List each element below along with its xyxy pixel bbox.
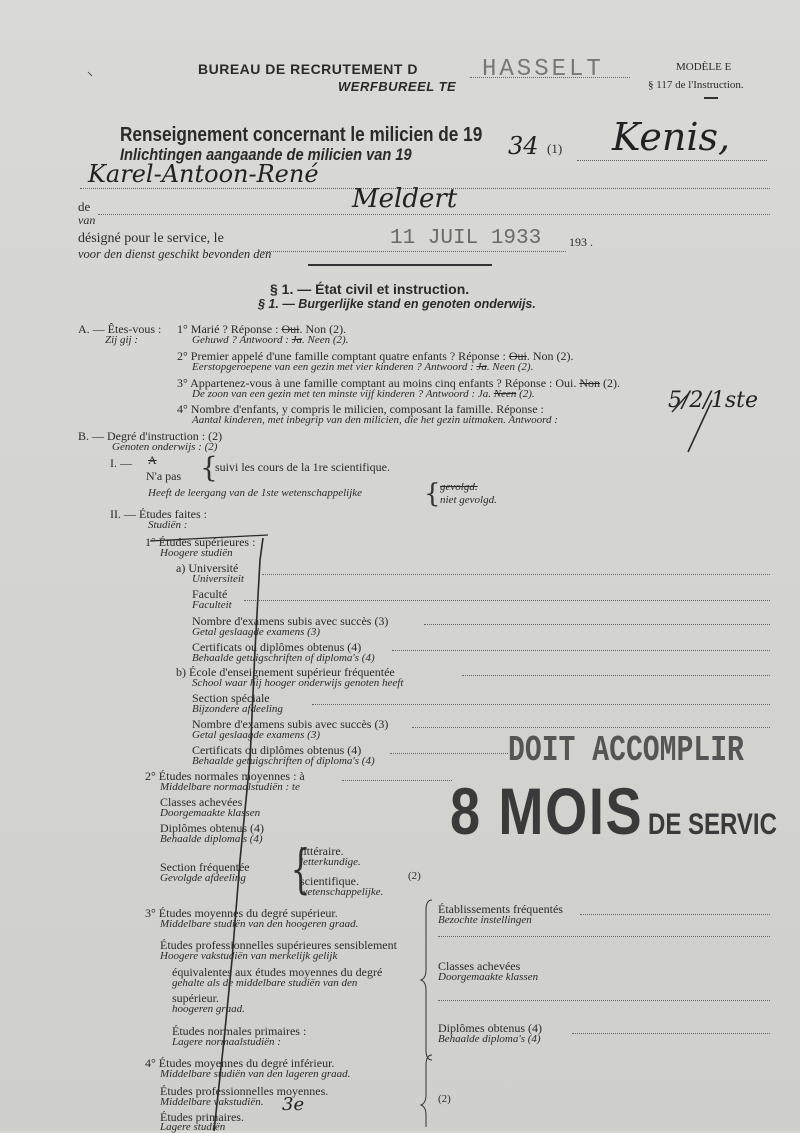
prof-fr3: supérieur. (172, 991, 219, 1005)
origin-van: van (78, 213, 96, 227)
b-i-niet-gevolgd: niet gevolgd. (440, 494, 497, 506)
univ-fr: a) Université (176, 561, 239, 575)
univ-nl: Universiteit (192, 573, 244, 585)
b-i-gevolgd: gevolgd. (440, 481, 478, 493)
prof-fr1: Études professionnelles supérieures sensiblement (160, 938, 397, 952)
exam-nl: Getal geslaagde examens (3) (192, 626, 320, 638)
etab-nl: Bezochte instellingen (438, 914, 532, 926)
b-ii-nl: Studiën : (148, 519, 188, 531)
dip2-nl: Behaalde diploma's (4) (438, 1033, 541, 1045)
litt-fr: littéraire. (300, 844, 344, 858)
etab-fr: Établissements fréquentés (438, 902, 563, 916)
secf-fr: Section fréquentée (160, 860, 250, 874)
profm-fr: Études professionnelles moyennes. (160, 1084, 329, 1098)
fac-nl: Faculteit (192, 599, 232, 611)
stamp-line2b: DE SERVIC (648, 808, 777, 841)
cert-fr: Certificats ou diplômes obtenus (4) (192, 640, 362, 654)
service-fr: désigné pour le service, le (78, 231, 224, 246)
q4-fr: 4° Nombre d'enfants, y compris le milicien, composant la famille. Réponse : (177, 402, 544, 416)
bureau-label-fr: BUREAU DE RECRUTEMENT D (198, 61, 418, 77)
q2-fr: 2° Premier appelé d'une famille comptant quatre enfants ? Réponse : Oui. Non (2). (177, 349, 574, 363)
profm-nl: Middelbare vakstudiën. (160, 1096, 264, 1108)
stamp-line2a: 8 MOIS (450, 774, 644, 848)
cls-nl: Doorgemaakte klassen (160, 807, 261, 819)
title-nl: Inlichtingen aangaande de milicien van 19 (120, 145, 412, 164)
q2-nl: Eerstopgeroepene van een gezin met vier kinderen ? Antwoord : Ja. Neen (2). (192, 361, 534, 373)
sci-nl: wetenschappelijke. (300, 886, 384, 898)
b-i-nl-brace: { (424, 479, 441, 509)
exam2-nl: Getal geslaagde examens (3) (192, 729, 320, 741)
service-year-suffix: 193 . (569, 235, 593, 249)
secf-nl: Gevolgde afdeeling (160, 872, 246, 884)
secf-note: (2) (408, 870, 421, 882)
q3-nl: De zoon van een gezin met ten minste vijf kinderen ? Antwoord : Ja. Neen (2). (192, 388, 535, 400)
b-i-napas: N'a pas (146, 469, 182, 483)
b-i-struck: A (148, 453, 157, 467)
q1-nl: Gehuwd ? Antwoord : Ja. Neen (2). (192, 334, 349, 346)
bureau-label-nl: WERFBUREEL TE (338, 79, 457, 94)
sup-nl: Hoogere studiën (160, 547, 233, 559)
b-label-nl: Genoten onderwijs : (2) (112, 441, 218, 453)
fac-fr: Faculté (192, 587, 228, 601)
moy-fr: 3° Études moyennes du degré supérieur. (145, 906, 338, 920)
year-handwritten: 34 (508, 132, 539, 160)
prim-note: (2) (438, 1093, 451, 1105)
secf-brace: { (290, 840, 311, 900)
dip-fr: Diplômes obtenus (4) (160, 821, 264, 835)
dip-nl: Behaalde diploma's (4) (160, 833, 263, 845)
a-label-nl: Zij gij : (105, 334, 139, 346)
q4-handwritten: 5/2/1ste (668, 388, 758, 413)
b-i-fr: suivi les cours de la 1re scientifique. (215, 460, 390, 474)
given-names-handwritten: Karel-Antoon-René (88, 160, 319, 188)
place-handwritten: Meldert (352, 184, 458, 214)
litt-nl: letterkundige. (300, 856, 361, 868)
cert-nl: Behaalde getuigschriften of diploma's (4) (192, 652, 375, 664)
stamp-line1: DOIT ACCOMPLIR (508, 730, 744, 771)
service-nl: voor den dienst geschikt bevonden den (78, 247, 272, 261)
q4-nl: Aantal kinderen, met inbegrip van den milicien, die het gezin uitmaken. Antwoord : (192, 414, 558, 426)
norm-nl: Middelbare normaalstudiën : te (160, 781, 300, 793)
dip2-fr: Diplômes obtenus (4) (438, 1021, 542, 1035)
title-note-ref: (1) (547, 141, 563, 156)
service-date-stamp: 11 JUIL 1933 (390, 227, 542, 250)
instruction-ref: § 117 de l'Instruction. (648, 79, 744, 91)
sup-fr: 1° Études supérieures : (145, 535, 256, 549)
ecole-fr: b) École d'enseignement supérieur fréquentée (176, 665, 395, 679)
city-stamp: HASSELT (482, 56, 604, 83)
sect-fr: Section spéciale (192, 691, 270, 705)
exam-fr: Nombre d'examens subis avec succès (3) (192, 614, 389, 628)
prim-handwritten: 3e (282, 1094, 305, 1115)
ecole-nl: School waar hij hooger onderwijs genoten heeft (192, 677, 404, 689)
b-i-brace: { (200, 451, 218, 484)
moy-nl: Middelbare studiën van den hoogeren graad. (160, 918, 359, 930)
prof-nl3: hoogeren graad. (172, 1003, 245, 1015)
b-i-label: I. — (110, 456, 132, 470)
b-i-nl: Heeft de leergang van de 1ste wetenschappelijke (148, 487, 363, 499)
model-label: MODÈLE E (676, 61, 732, 73)
prim-nl: Lagere studiën (160, 1121, 226, 1133)
prof-fr2: équivalentes aux études moyennes du degré (172, 965, 383, 979)
prof-nl2: gehalte als de middelbare studiën van den (172, 977, 358, 989)
cert2-fr: Certificats ou diplômes obtenus (4) (192, 743, 362, 757)
a-label-fr: A. — Êtes-vous : (78, 322, 162, 336)
section1-title-nl: § 1. — Burgerlijke stand en genoten onderwijs. (258, 297, 536, 311)
b-ii-fr: II. — Études faites : (110, 507, 207, 521)
cls2-nl: Doorgemaakte klassen (438, 971, 539, 983)
exam2-fr: Nombre d'examens subis avec succès (3) (192, 717, 389, 731)
q1-fr: 1° Marié ? Réponse : Oui. Non (2). (177, 322, 347, 336)
prim-norm-nl: Lagere normaalstudiën : (172, 1036, 281, 1048)
surname-handwritten: Kenis, (612, 115, 731, 159)
b-label-fr: B. — Degré d'instruction : (2) (78, 429, 223, 443)
cls-fr: Classes achevées (160, 795, 243, 809)
inf-nl: Middelbare studiën van den lageren graad. (160, 1068, 351, 1080)
prim-norm-fr: Études normales primaires : (172, 1024, 307, 1038)
sci-fr: scientifique. (300, 874, 359, 888)
origin-de: de (78, 199, 91, 214)
cert2-nl: Behaalde getuigschriften of diploma's (4) (192, 755, 375, 767)
q3-fr: 3° Appartenez-vous à une famille comptant au moins cinq enfants ? Réponse : Oui. Non (2). (177, 376, 621, 390)
section1-title-fr: § 1. — État civil et instruction. (270, 281, 470, 297)
cls2-fr: Classes achevées (438, 959, 521, 973)
prim-fr: Études primaires. (160, 1110, 244, 1124)
norm-fr: 2° Études normales moyennes : à (145, 769, 305, 783)
prof-nl1: Hoogere vakstudiën van merkelijk gelijk (160, 950, 338, 962)
inf-fr: 4° Études moyennes du degré inférieur. (145, 1056, 335, 1070)
sect-nl: Bijzondere afdeeling (192, 703, 283, 715)
title-fr: Renseignement concernant le milicien de 19 (120, 124, 483, 146)
